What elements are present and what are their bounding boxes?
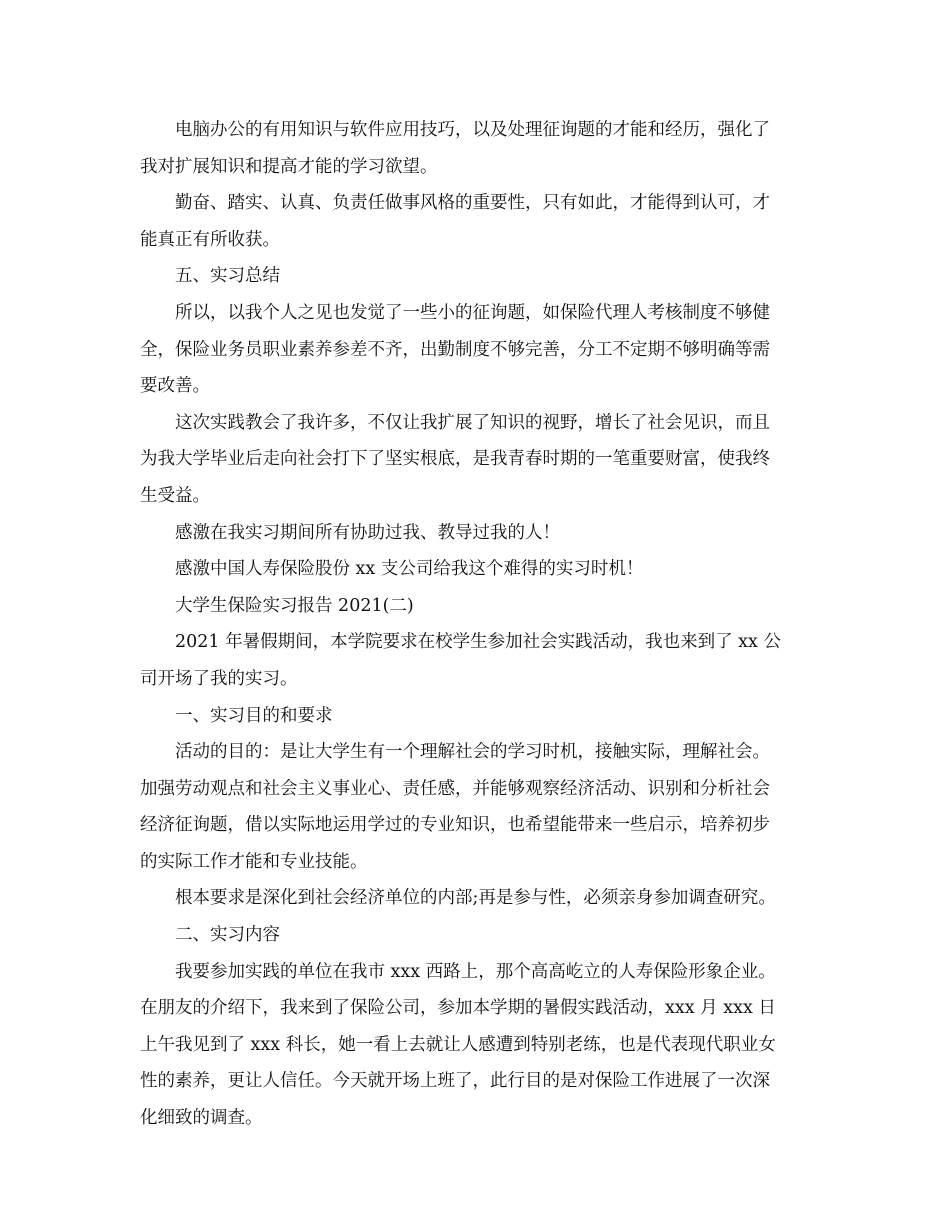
report-title: 大学生保险实习报告 2021(二) bbox=[175, 595, 414, 616]
text-line: 我对扩展知识和提高才能的学习欲望。 bbox=[140, 156, 438, 177]
text-line: 要改善。 bbox=[140, 376, 210, 397]
text-line: 我要参加实践的单位在我市 xxx 西路上，那个高高屹立的人寿保险形象企业。 bbox=[175, 961, 776, 982]
text-line: 全，保险业务员职业素养参差不齐，出勤制度不够完善，分工不定期不够明确等需 bbox=[140, 339, 770, 360]
section-heading: 二、实习内容 bbox=[175, 925, 280, 946]
section-heading: 五、实习总结 bbox=[175, 266, 280, 287]
text-line: 为我大学毕业后走向社会打下了坚实根底，是我青春时期的一笔重要财富，使我终 bbox=[140, 449, 770, 470]
text-line: 所以，以我个人之见也发觉了一些小的征询题，如保险代理人考核制度不够健 bbox=[175, 302, 770, 323]
text-line: 生受益。 bbox=[140, 485, 210, 506]
section-heading: 一、实习目的和要求 bbox=[175, 705, 333, 726]
text-line: 感激中国人寿保险股份 xx 支公司给我这个难得的实习时机！ bbox=[175, 559, 644, 580]
text-line: 2021 年暑假期间，本学院要求在校学生参加社会实践活动，我也来到了 xx 公 bbox=[175, 632, 781, 653]
text-line: 的实际工作才能和专业技能。 bbox=[140, 851, 368, 872]
text-line: 性的素养，更让人信任。今天就开场上班了，此行目的是对保险工作进展了一次深 bbox=[140, 1071, 770, 1092]
text-line: 感激在我实习期间所有协助过我、教导过我的人！ bbox=[175, 522, 560, 543]
text-line: 经济征询题，借以实际地运用学过的专业知识，也希望能带来一些启示，培养初步 bbox=[140, 815, 770, 836]
document-page bbox=[140, 112, 808, 1137]
text-line: 司开场了我的实习。 bbox=[140, 668, 298, 689]
text-line: 电脑办公的有用知识与软件应用技巧，以及处理征询题的才能和经历，强化了 bbox=[175, 120, 770, 140]
text-line: 在朋友的介绍下，我来到了保险公司，参加本学期的暑假实践活动，xxx 月 xxx 日 bbox=[140, 998, 776, 1019]
text-line: 上午我见到了 xxx 科长，她一看上去就让人感遭到特别老练，也是代表现代职业女 bbox=[140, 1034, 776, 1055]
text-line: 能真正有所收获。 bbox=[140, 229, 280, 250]
text-line: 活动的目的：是让大学生有一个理解社会的学习时机，接触实际，理解社会。 bbox=[175, 742, 770, 763]
text-line: 化细致的调查。 bbox=[140, 1108, 263, 1129]
text-line: 勤奋、踏实、认真、负责任做事风格的重要性，只有如此，才能得到认可，才 bbox=[175, 193, 770, 214]
text-line: 根本要求是深化到社会经济单位的内部;再是参与性，必须亲身参加调查研究。 bbox=[175, 888, 776, 909]
text-line: 这次实践教会了我许多，不仅让我扩展了知识的视野，增长了社会见识，而且 bbox=[175, 412, 770, 433]
text-line: 加强劳动观点和社会主义事业心、责任感，并能够观察经济活动、识别和分析社会 bbox=[140, 778, 770, 799]
